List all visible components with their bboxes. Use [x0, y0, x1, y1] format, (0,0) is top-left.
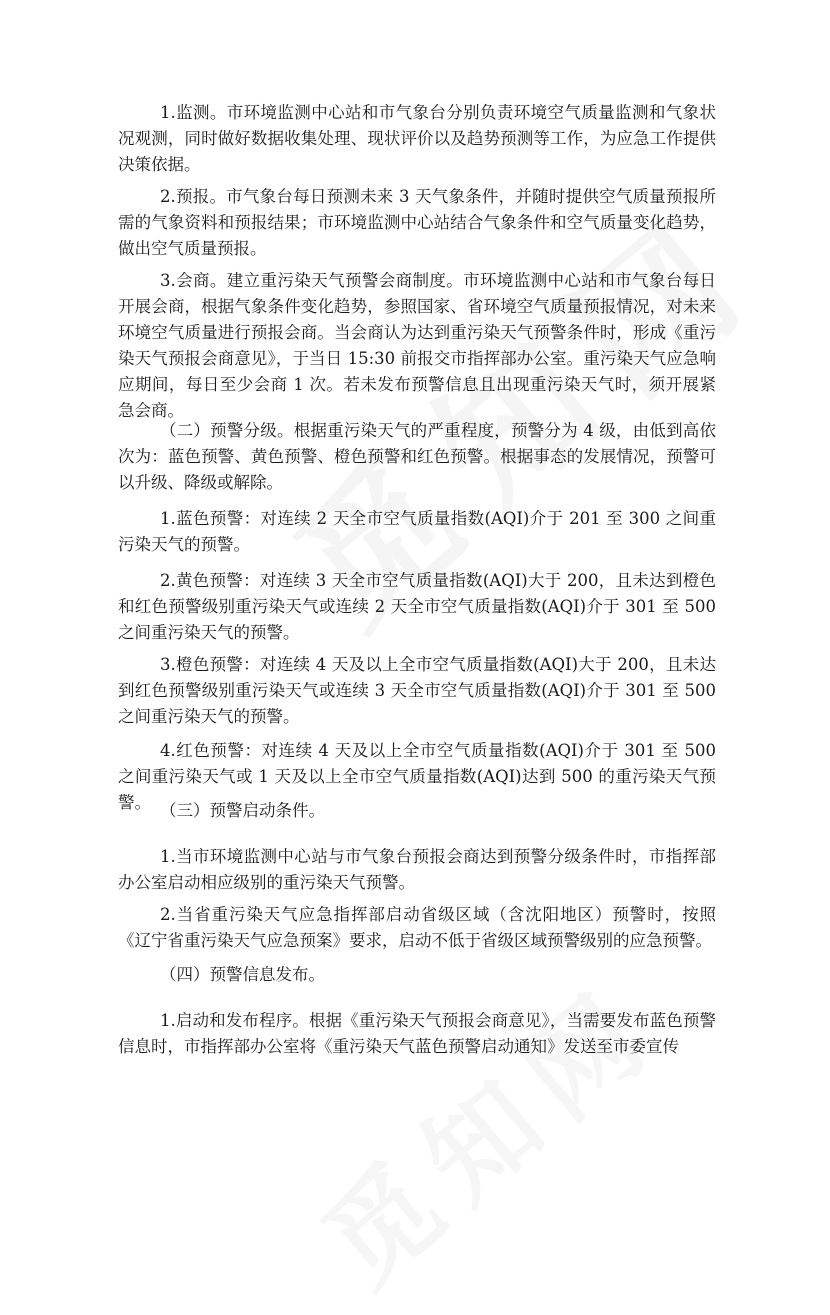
paragraph-release-heading: （四）预警信息发布。	[160, 965, 325, 984]
paragraph-monitoring: 1.监测。市环境监测中心站和市气象台分别负责环境空气质量监测和气象状况观测，同时做好数据收集处理、现状评价以及趋势预测等工作，为应急工作提供决策依据。	[118, 103, 716, 174]
paragraph-blue-warning: 1.蓝色预警：对连续 2 天全市空气质量指数(AQI)介于 201 至 300 之间重污染天气的预警。	[118, 509, 716, 554]
paragraph-forecast: 2.预报。市气象台每日预测未来 3 天气象条件，并随时提供空气质量预报所需的气象资料和预报结果；市环境监测中心站结合气象条件和空气质量变化趋势，做出空气质量预报。	[118, 187, 716, 258]
paragraph-start-condition-1: 1.当市环境监测中心站与市气象台预报会商达到预警分级条件时，市指挥部办公室启动相应级别的重污染天气预警。	[118, 847, 716, 892]
paragraph-release-procedure: 1.启动和发布程序。根据《重污染天气预报会商意见》，当需要发布蓝色预警信息时，市指挥部办公室将《重污染天气蓝色预警启动通知》发送至市委宣传	[118, 1011, 716, 1056]
watermark-bottom	[285, 943, 685, 1315]
paragraph-yellow-warning: 2.黄色预警：对连续 3 天全市空气质量指数(AQI)大于 200，且未达到橙色和红色预警级别重污染天气或连续 2 天全市空气质量指数(AQI)介于 301 至 500 之间重污染天气的预警。	[118, 571, 716, 642]
paragraph-red-warning: 4.红色预警：对连续 4 天及以上全市空气质量指数(AQI)介于 301 至 500 之间重污染天气或 1 天及以上全市空气质量指数(AQI)达到 500 的重污染天气预警。	[118, 741, 716, 812]
paragraph-start-conditions-heading: （三）预警启动条件。	[160, 801, 325, 820]
paragraph-start-condition-2: 2.当省重污染天气应急指挥部启动省级区域（含沈阳地区）预警时，按照《辽宁省重污染天气应急预案》要求，启动不低于省级区域预警级别的应急预警。	[118, 905, 716, 950]
paragraph-consultation: 3.会商。建立重污染天气预警会商制度。市环境监测中心站和市气象台每日开展会商，根据气象条件变化趋势，参照国家、省环境空气质量预报情况，对未来环境空气质量进行预报会商。当会商认为达到重污染天气预警条件时，形成《重污染天气预报会商意见》，于当日 15:30 前报交市指挥部办公室。重污染天气应急响应期间，每日至少会商 1 次。若未发布预警信息且出现重污染天气时，须开展紧急会商。	[118, 271, 716, 420]
paragraph-orange-warning: 3.橙色预警：对连续 4 天及以上全市空气质量指数(AQI)大于 200，且未达到红色预警级别重污染天气或连续 3 天全市空气质量指数(AQI)介于 301 至 500 之间重污染天气的预警。	[118, 655, 716, 726]
paragraph-warning-levels: （二）预警分级。根据重污染天气的严重程度，预警分为 4 级，由低到高依次为：蓝色预警、黄色预警、橙色预警和红色预警。根据事态的发展情况，预警可以升级、降级或解除。	[118, 421, 716, 492]
